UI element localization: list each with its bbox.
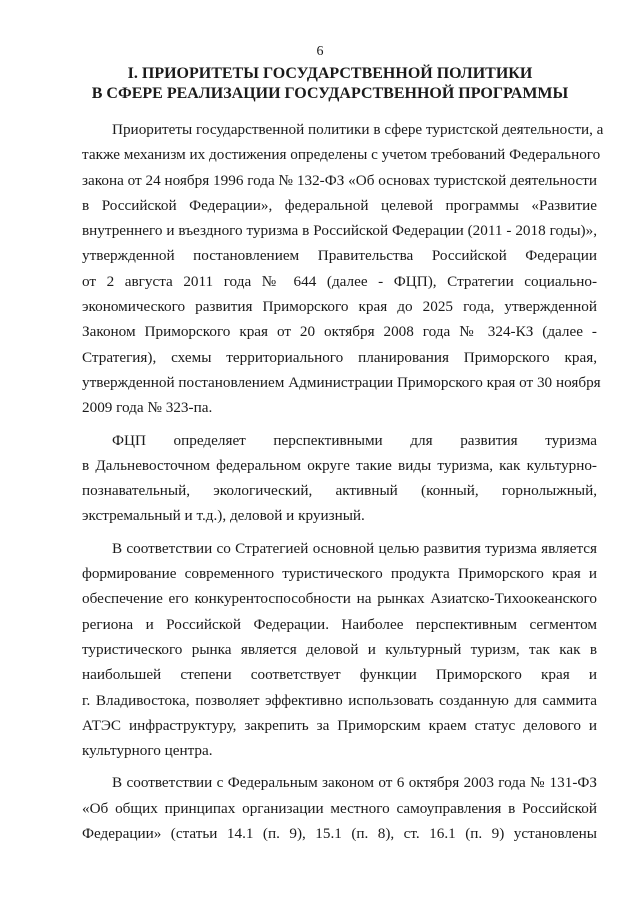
page-number: 6 [316, 44, 324, 59]
text-line: утвержденной постановлением Администрации Приморского края от 30 ноября [82, 373, 601, 391]
text-line: наибольшей степени соответствует функции Приморского края и [82, 666, 597, 684]
text-line: региона и Российской Федерации. Наиболее перспективным сегментом [82, 615, 597, 633]
section-heading-line: I. ПРИОРИТЕТЫ ГОСУДАРСТВЕННОЙ ПОЛИТИКИ [127, 65, 533, 82]
text-line: познавательный, экологический, активный (конный, горнолыжный, [82, 482, 597, 500]
text-line: утвержденной постановлением Правительства Российской Федерации [82, 247, 597, 265]
text-line: внутреннего и въездного туризма в Российской Федерации (2011 - 2018 годы)», [82, 222, 597, 240]
text-line: в Российской Федерации», федеральной целевой программы «Развитие [82, 196, 597, 214]
section-heading-line: В СФЕРЕ РЕАЛИЗАЦИИ ГОСУДАРСТВЕННОЙ ПРОГРАММЫ [91, 85, 569, 102]
text-line: Стратегия), схемы территориального планирования Приморского края, [82, 348, 597, 366]
text-line: в Дальневосточном федеральном округе такие виды туризма, как культурно- [82, 456, 597, 474]
text-line: Федерации» (статьи 14.1 (п. 9), 15.1 (п. 8), ст. 16.1 (п. 9) установлены [82, 825, 597, 843]
text-line: формирование современного туристического продукта Приморского края и [82, 565, 597, 583]
text-line: экономического развития Приморского края до 2025 года, утвержденной [82, 298, 597, 316]
paragraph [82, 117, 604, 421]
paragraph [82, 770, 597, 846]
text-line: туристического рынка является деловой и культурный туризм, так как в [82, 640, 597, 658]
paragraph [82, 428, 597, 529]
paragraph [82, 536, 597, 764]
text-line: 2009 года № 323-па. [82, 399, 213, 417]
text-line: обеспечение его конкурентоспособности на рынках Азиатско-Тихоокеанского [82, 590, 597, 608]
text-line: культурного центра. [82, 742, 213, 760]
text-line: также механизм их достижения определены с учетом требований Федерального [82, 146, 601, 164]
text-line: В соответствии с Федеральным законом от 6 октября 2003 года № 131-ФЗ [112, 774, 597, 792]
text-line: В соответствии со Стратегией основной целью развития туризма является [112, 539, 597, 557]
text-line: Приоритеты государственной политики в сфере туристской деятельности, а [112, 121, 604, 138]
text-line: закона от 24 ноября 1996 года № 132-ФЗ «Об основах туристской деятельности [82, 171, 597, 189]
text-line: от 2 августа 2011 года № 644 (далее - ФЦП), Стратегии социально- [82, 272, 597, 290]
section-heading [60, 64, 600, 104]
text-line: ФЦП определяет перспективными для развития туризма [112, 431, 597, 449]
text-line: «Об общих принципах организации местного самоуправления в Российской [82, 799, 597, 817]
text-line: АТЭС инфраструктуру, закрепить за Приморским краем статус делового и [82, 716, 597, 734]
text-line: г. Владивостока, позволяет эффективно использовать созданную для саммита [82, 691, 597, 709]
text-line: экстремальный и т.д.), деловой и круизный. [82, 507, 365, 525]
text-line: Законом Приморского края от 20 октября 2008 года № 324-КЗ (далее - [82, 323, 597, 341]
document-body [82, 117, 604, 853]
